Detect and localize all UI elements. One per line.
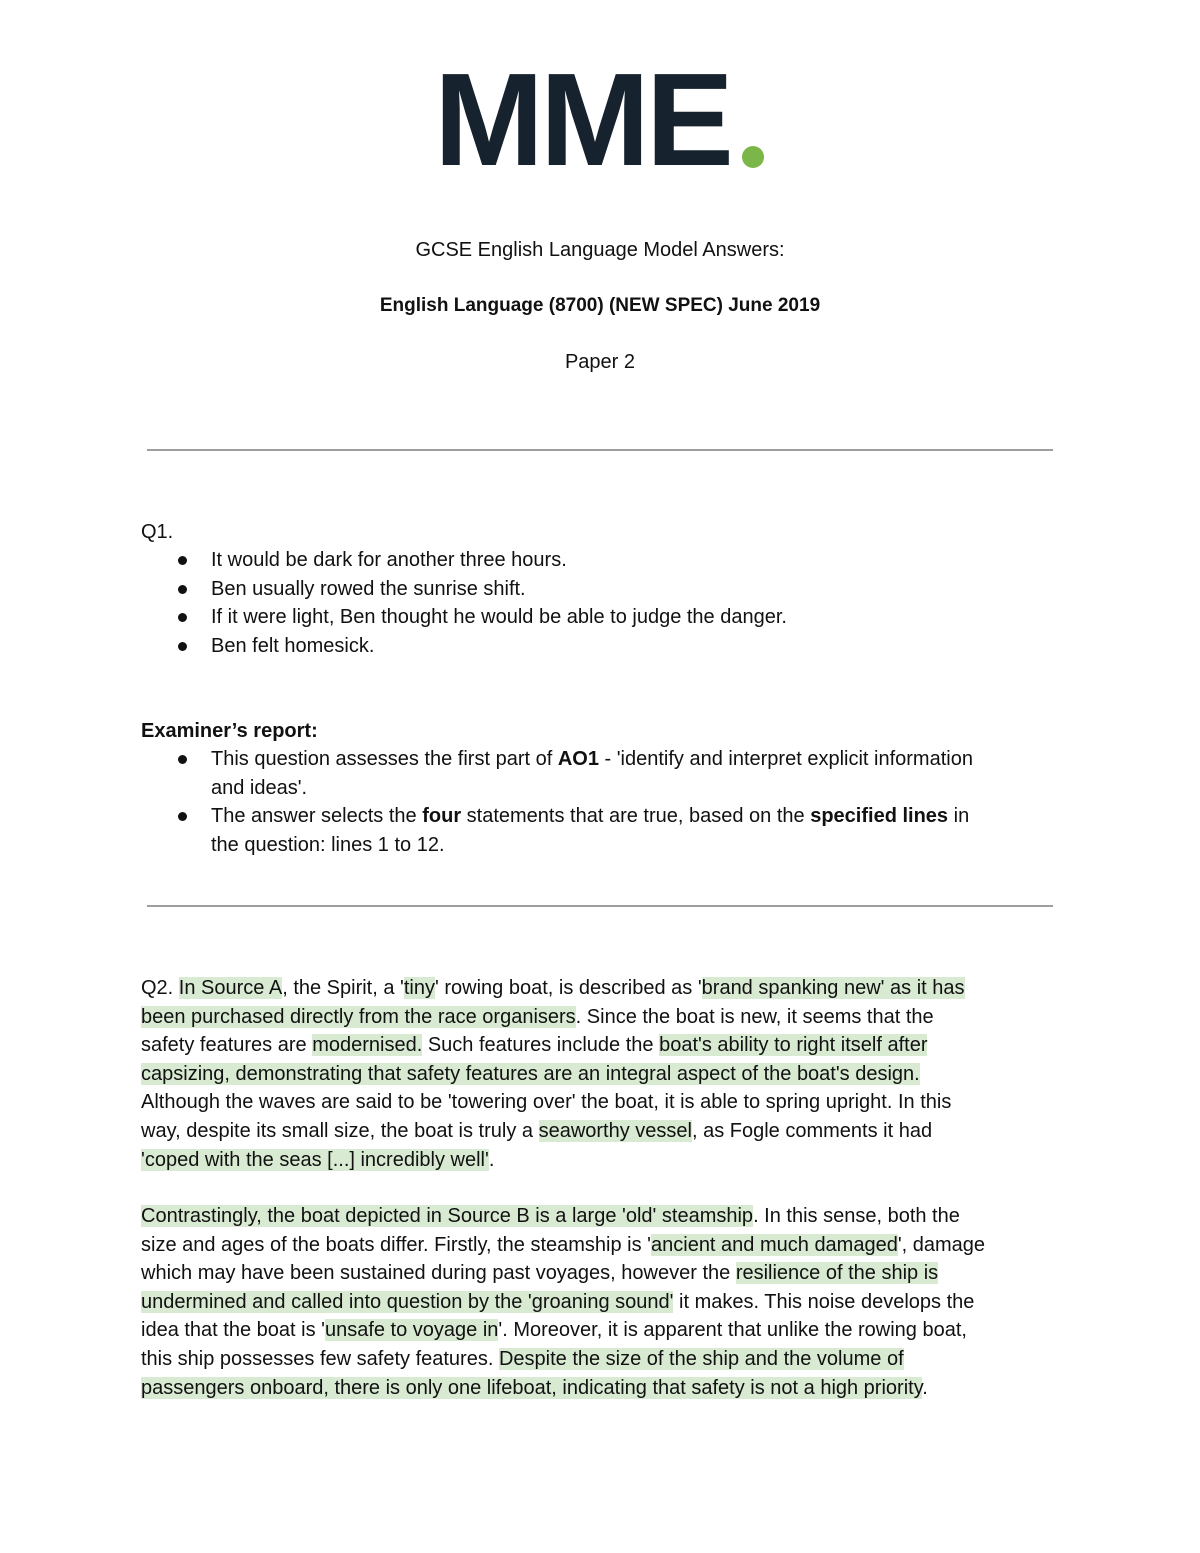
highlight: seaworthy vessel [538, 1119, 692, 1142]
specified-lines-term: specified lines [810, 805, 949, 828]
highlight: In Source A [178, 977, 283, 999]
q1-answer-list [141, 546, 787, 660]
divider [147, 449, 1053, 451]
list-item [141, 603, 787, 632]
text-span: size and ages of the boats differ. Firstly, the steamship is ' [141, 1233, 651, 1256]
highlight: capsizing, demonstrating that safety features are an integral aspect of the boat's design. [141, 1062, 920, 1085]
bullet-icon [178, 556, 187, 565]
list-item [141, 802, 973, 859]
text-line [141, 1146, 965, 1175]
text-span: Such features include the [422, 1034, 660, 1057]
text-line [141, 1288, 985, 1317]
bullet-icon [178, 642, 187, 651]
text-span: '. Moreover, it is apparent that unlike the rowing boat, [498, 1319, 967, 1342]
text-line [141, 1202, 985, 1231]
list-item [141, 546, 787, 575]
list-item [141, 575, 787, 604]
text-line [141, 1345, 985, 1374]
text-span: the question: lines 1 to 12. [211, 833, 445, 856]
text-span: safety features are [141, 1034, 313, 1057]
text-line [141, 1231, 985, 1260]
report-line [211, 774, 973, 803]
text-span: - 'identify and interpret explicit information [598, 748, 973, 770]
text-span: and ideas'. [211, 776, 308, 799]
divider [147, 905, 1053, 907]
text-span: . Since the boat is new, it seems that the [575, 1005, 934, 1028]
q1-item-text: If it were light, Ben thought he would be able to judge the danger. [211, 606, 787, 629]
highlight: undermined and called into question by the 'groaning sound' [141, 1290, 674, 1313]
highlight: Despite the size of the ship and the volume of [498, 1347, 904, 1370]
text-span: idea that the boat is ' [141, 1319, 325, 1342]
mme-logo [434, 46, 774, 193]
highlight: resilience of the ship is [735, 1262, 939, 1285]
q2-label: Q2. [141, 977, 179, 999]
text-span: . [922, 1376, 928, 1399]
q1-label: Q1. [141, 521, 174, 543]
text-line [141, 1316, 985, 1345]
list-item [141, 632, 787, 661]
report-line [211, 831, 973, 860]
ao1-term: AO1 [557, 748, 599, 770]
logo-dot-icon [742, 146, 764, 168]
highlight: passengers onboard, there is only one lifeboat, indicating that safety is not a high priority [141, 1376, 923, 1399]
text-span: This question assesses the first part of [211, 748, 558, 770]
text-span: Although the waves are said to be 'towering over' the boat, it is able to spring upright. In this [141, 1091, 952, 1114]
q2-paragraph-2 [141, 1202, 985, 1402]
text-span: ' rowing boat, is described as ' [434, 977, 702, 999]
q1-item-text: It would be dark for another three hours. [211, 549, 567, 571]
paper-number: Paper 2 [564, 351, 636, 373]
list-item [141, 745, 973, 802]
q1-item-text: Ben felt homesick. [211, 634, 375, 657]
text-span: , the Spirit, a ' [282, 977, 404, 999]
text-span: The answer selects the [211, 805, 423, 828]
text-line [141, 1259, 985, 1288]
bullet-icon [178, 585, 187, 594]
text-span: it makes. This noise develops the [673, 1290, 975, 1313]
text-span: . [488, 1148, 495, 1171]
text-span: ', damage [897, 1233, 986, 1256]
text-span: this ship possesses few safety features. [141, 1347, 499, 1370]
text-span: , as Fogle comments it had [691, 1119, 933, 1142]
highlight: been purchased directly from the race organisers [141, 1005, 576, 1028]
text-span: which may have been sustained during past voyages, however the [141, 1262, 736, 1285]
text-span: . In this sense, both the [753, 1205, 960, 1227]
four-term: four [422, 805, 462, 828]
bullet-icon [178, 613, 187, 622]
highlight: tiny [403, 977, 435, 999]
document-subtitle: English Language (8700) (NEW SPEC) June 2019 [379, 295, 821, 316]
highlight: 'coped with the seas [...] incredibly well' [141, 1148, 489, 1171]
examiner-report-heading: Examiner’s report: [141, 720, 318, 742]
highlight: ancient and much damaged [651, 1233, 898, 1256]
text-line [141, 1003, 965, 1032]
q1-item-text: Ben usually rowed the sunrise shift. [211, 577, 526, 600]
text-line [141, 1060, 965, 1089]
text-line [141, 1031, 965, 1060]
highlight: boat's ability to right itself after [659, 1034, 928, 1057]
text-line [141, 1088, 965, 1117]
highlight: Contrastingly, the boat depicted in Source B is a large 'old' steamship [141, 1205, 754, 1227]
text-span: in [948, 805, 970, 828]
bullet-icon [178, 812, 187, 821]
text-line [141, 1117, 965, 1146]
text-span: statements that are true, based on the [461, 805, 811, 828]
q2-paragraph-1 [141, 974, 965, 1174]
text-line [141, 1374, 985, 1403]
report-line [211, 745, 973, 774]
bullet-icon [178, 755, 187, 764]
logo-text: MME [434, 46, 730, 193]
text-span: way, despite its small size, the boat is truly a [141, 1119, 539, 1142]
highlight: modernised. [312, 1034, 423, 1057]
document-title: GCSE English Language Model Answers: [415, 239, 785, 261]
examiner-report-list [141, 745, 973, 859]
text-line [141, 974, 965, 1003]
highlight: brand spanking new' as it has [701, 977, 965, 999]
highlight: unsafe to voyage in [324, 1319, 499, 1342]
report-line [211, 802, 973, 831]
